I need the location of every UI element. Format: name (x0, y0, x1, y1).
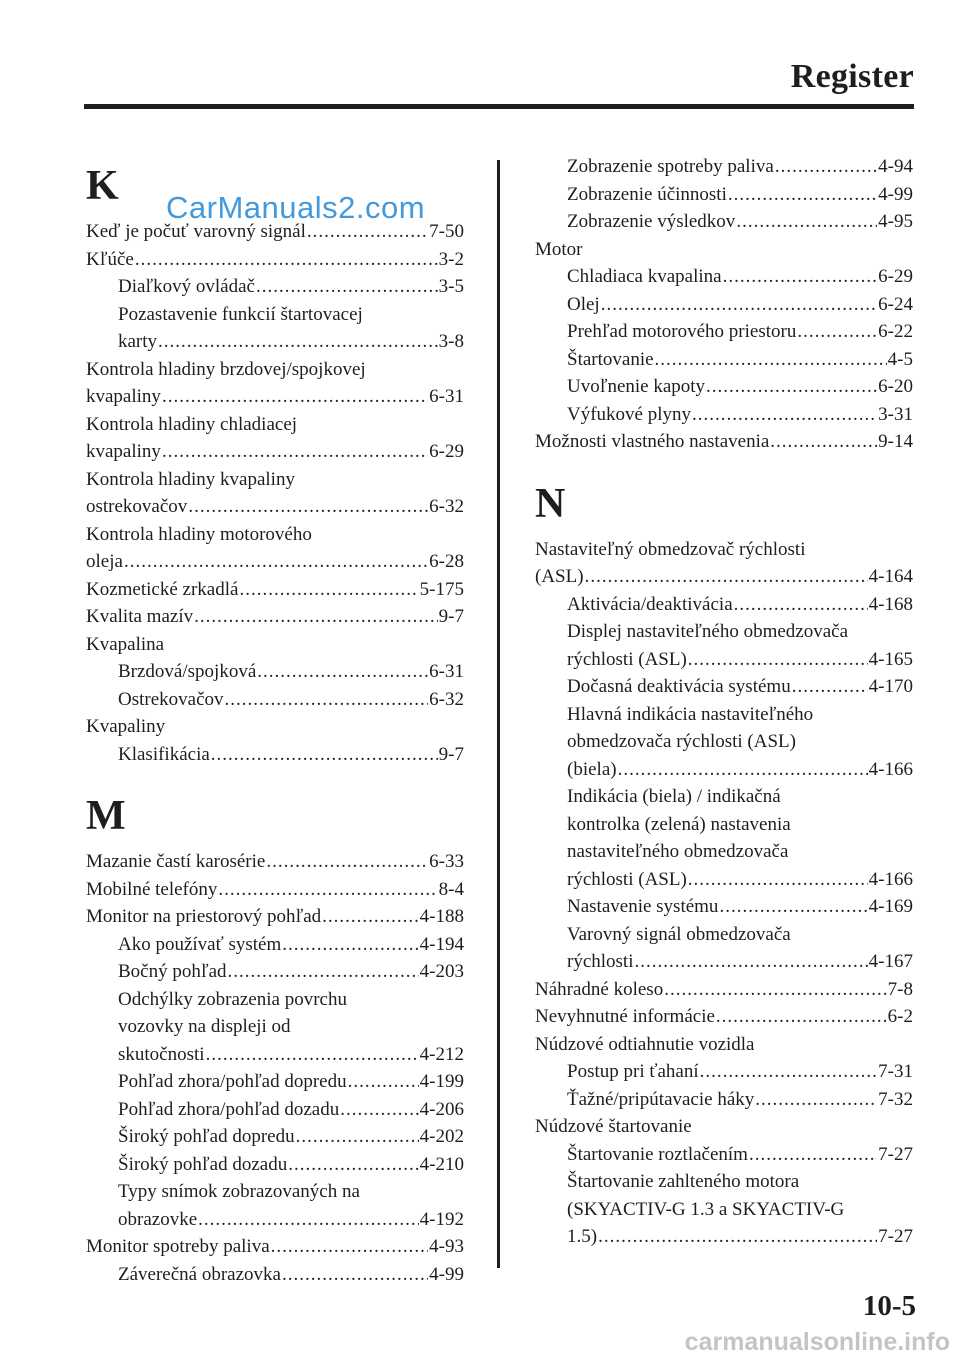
index-subentry (535, 401, 913, 429)
entry-term: Nevyhnutné informácie (535, 1006, 715, 1027)
entry-term: Výfukové plyny (567, 403, 692, 425)
entry-term: Kontrola hladiny chladiacej (86, 413, 298, 435)
index-subentry (535, 646, 913, 674)
entry-term: Kľúče (86, 248, 134, 270)
entry-term: Hlavná indikácia nastaviteľného (567, 703, 814, 725)
page-reference: 3-31 (878, 403, 913, 425)
index-subentry (86, 1178, 464, 1206)
page-reference: 6-31 (429, 386, 464, 407)
index-entry (86, 713, 464, 741)
page-reference: 4-169 (868, 896, 913, 917)
dot-leader (797, 318, 877, 346)
index-entry (86, 383, 464, 411)
index-entry (86, 218, 464, 246)
entry-term: Monitor spotreby paliva (86, 1236, 270, 1257)
index-subentry (535, 153, 913, 181)
index-subentry (535, 728, 913, 756)
page-reference: 7-27 (878, 1226, 913, 1247)
entry-term: Široký pohľad dozadu (118, 1153, 288, 1175)
page-reference: 6-33 (429, 851, 464, 872)
index-subentry (86, 986, 464, 1014)
index-subentry (535, 838, 913, 866)
entry-term: oleja (86, 551, 123, 572)
dot-leader (194, 603, 438, 631)
entry-term: (biela) (567, 758, 617, 780)
dot-leader (296, 1123, 419, 1151)
page-reference: 6-20 (878, 376, 913, 397)
index-subentry (535, 181, 913, 209)
page-reference: 9-7 (438, 743, 464, 765)
index-subentry (535, 701, 913, 729)
index-subentry (86, 658, 464, 686)
index-subentry (535, 866, 913, 894)
index-subentry (86, 958, 464, 986)
dot-leader (282, 1261, 428, 1289)
index-entry (86, 876, 464, 904)
index-subentry (86, 686, 464, 714)
page-reference: 4-170 (868, 676, 913, 697)
index-entry (86, 603, 464, 631)
dot-leader (322, 903, 419, 931)
dot-leader (162, 438, 428, 466)
index-entry (535, 976, 913, 1004)
entry-term: Pohľad zhora/pohľad dopredu (118, 1071, 347, 1092)
index-subentry (86, 1096, 464, 1124)
index-subentry (86, 328, 464, 356)
dot-leader (257, 658, 428, 686)
index-entry (86, 356, 464, 384)
page-reference: 3-2 (438, 248, 464, 270)
entry-term: Typy snímok zobrazovaných na (118, 1181, 360, 1202)
page-reference: 6-24 (878, 293, 913, 315)
index-subentry (86, 1151, 464, 1179)
entry-term: Štartovanie (567, 348, 654, 370)
index-subentry (86, 1068, 464, 1096)
page-number: 10-5 (862, 1290, 916, 1322)
entry-term: (ASL) (535, 566, 584, 587)
page-reference: 4-212 (419, 1043, 464, 1065)
entry-term: Široký pohľad dopredu (118, 1126, 295, 1147)
index-subentry (86, 1206, 464, 1234)
entry-term: Zobrazenie spotreby paliva (567, 156, 774, 177)
page-reference: 6-2 (887, 1006, 913, 1027)
index-subentry (535, 1196, 913, 1224)
dot-leader (271, 1233, 429, 1261)
dot-leader (228, 958, 419, 986)
entry-term: Ťažné/pripútavacie háky (567, 1088, 755, 1110)
index-entry (535, 1031, 913, 1059)
entry-term: Varovný signál obmedzovača (567, 923, 791, 945)
index-subentry (535, 263, 913, 291)
dot-leader (723, 263, 878, 291)
dot-leader (124, 548, 428, 576)
page-reference: 4-99 (878, 183, 913, 205)
index-entry (86, 466, 464, 494)
entry-term: Displej nastaviteľného obmedzovača (567, 621, 849, 642)
dot-leader (728, 181, 877, 209)
dot-leader (206, 1041, 419, 1069)
entry-term: ostrekovačov (86, 496, 188, 517)
page-reference: 5-175 (419, 578, 464, 600)
page-reference: 6-31 (429, 661, 464, 682)
dot-leader (664, 976, 886, 1004)
page-reference: 4-164 (868, 566, 913, 587)
page-reference: 4-202 (419, 1126, 464, 1147)
page-reference: 4-165 (868, 648, 913, 670)
entry-term: skutočnosti (118, 1043, 205, 1065)
dot-leader (618, 756, 868, 784)
index-entry (86, 576, 464, 604)
index-column-right (535, 153, 913, 1251)
index-entry (86, 548, 464, 576)
index-entry (535, 1003, 913, 1031)
dot-leader (688, 866, 868, 894)
entry-term: Kontrola hladiny motorového (86, 523, 312, 545)
section-spacer (535, 456, 913, 478)
page-reference: 3-8 (438, 331, 464, 352)
entry-term: Uvoľnenie kapoty (567, 376, 706, 397)
watermark: CarManuals2.com (166, 190, 426, 225)
entry-term: Kvalita mazív (86, 606, 194, 627)
index-subentry (535, 921, 913, 949)
page-reference: 4-166 (868, 868, 913, 890)
page-reference: 6-28 (429, 551, 464, 572)
index-subentry (86, 931, 464, 959)
index-entry (86, 631, 464, 659)
index-entry (86, 903, 464, 931)
dot-leader (635, 948, 868, 976)
page-reference: 7-32 (878, 1088, 913, 1110)
index-entry (535, 236, 913, 264)
index-subentry (535, 673, 913, 701)
page-reference: 4-199 (419, 1071, 464, 1092)
page-reference: 4-188 (419, 906, 464, 927)
page-reference: 6-32 (429, 496, 464, 517)
entry-term: Keď je počuť varovný signál (86, 221, 306, 242)
index-entry (535, 428, 913, 456)
entry-term: nastaviteľného obmedzovača (567, 841, 789, 862)
dot-leader (775, 153, 877, 181)
dot-leader (256, 273, 438, 301)
entry-term: Kvapalina (86, 633, 165, 655)
dot-leader (239, 576, 418, 604)
dot-leader (734, 591, 868, 619)
section-spacer (86, 768, 464, 790)
index-subentry (86, 1041, 464, 1069)
dot-leader (307, 218, 428, 246)
section-letter: M (86, 793, 126, 839)
dot-leader (770, 428, 877, 456)
entry-term: Odchýlky zobrazenia povrchu (118, 988, 347, 1010)
entry-term: Dočasná deaktivácia systému (567, 676, 791, 697)
dot-leader (655, 346, 887, 374)
index-subentry (535, 318, 913, 346)
dot-leader (135, 246, 438, 274)
dot-leader (211, 741, 438, 769)
entry-term: Aktivácia/deaktivácia (567, 593, 733, 615)
entry-term: Prehľad motorového priestoru (567, 321, 797, 342)
entry-term: Kvapaliny (86, 716, 166, 737)
page-reference: 6-32 (429, 688, 464, 710)
index-entry (535, 536, 913, 564)
entry-term: Chladiaca kvapalina (567, 266, 722, 287)
entry-term: 1.5) (567, 1226, 598, 1247)
index-subentry (535, 208, 913, 236)
entry-term: Štartovanie roztlačením (567, 1143, 748, 1165)
entry-term: Indikácia (biela) / indikačná (567, 786, 781, 807)
index-entry (86, 246, 464, 274)
entry-term: Postup pri ťahaní (567, 1061, 699, 1082)
index-entry (535, 1113, 913, 1141)
page-reference: 4-192 (419, 1208, 464, 1230)
index-subentry (535, 948, 913, 976)
entry-term: rýchlosti (567, 951, 634, 972)
page-reference: 9-7 (438, 606, 464, 627)
page-reference: 3-5 (438, 276, 464, 297)
index-subentry (535, 1223, 913, 1251)
entry-term: Núdzové odtiahnutie vozidla (535, 1033, 755, 1055)
page-reference: 7-31 (878, 1061, 913, 1082)
dot-leader (719, 893, 867, 921)
index-subentry (86, 301, 464, 329)
dot-leader (158, 328, 438, 356)
entry-term: Kozmetické zrkadlá (86, 578, 239, 600)
page-reference: 4-210 (419, 1153, 464, 1175)
entry-term: obmedzovača rýchlosti (ASL) (567, 731, 796, 752)
dot-leader (598, 1223, 877, 1251)
page-reference: 4-166 (868, 758, 913, 780)
entry-term: Brzdová/spojková (118, 661, 257, 682)
page-reference: 4-168 (868, 593, 913, 615)
column-divider (497, 160, 500, 1268)
index-subentry (535, 1058, 913, 1086)
index-entry (86, 521, 464, 549)
index-subentry (86, 273, 464, 301)
page-reference: 4-167 (868, 951, 913, 972)
site-watermark: carmanualsonline.info (684, 1328, 950, 1356)
index-subentry (535, 346, 913, 374)
dot-leader (585, 563, 868, 591)
entry-term: (SKYACTIV-G 1.3 a SKYACTIV-G (567, 1198, 845, 1220)
index-subentry (86, 1013, 464, 1041)
index-subentry (535, 1168, 913, 1196)
entry-term: Zobrazenie výsledkov (567, 211, 736, 232)
entry-term: Ako používať systém (118, 933, 282, 955)
entry-term: Pozastavenie funkcií štartovacej (118, 303, 363, 325)
entry-term: Klasifikácia (118, 743, 210, 765)
index-subentry (535, 291, 913, 319)
index-entry (86, 438, 464, 466)
dot-leader (749, 1141, 877, 1169)
dot-leader (198, 1206, 419, 1234)
dot-leader (706, 373, 877, 401)
entry-term: Bočný pohľad (118, 961, 227, 982)
dot-leader (282, 931, 418, 959)
page-reference: 4-94 (878, 156, 913, 177)
entry-term: kontrolka (zelená) nastavenia (567, 813, 791, 835)
index-entry (86, 848, 464, 876)
dot-leader (288, 1151, 418, 1179)
page-reference: 6-22 (878, 321, 913, 342)
page-reference: 7-50 (429, 221, 464, 242)
dot-leader (188, 493, 428, 521)
index-subentry (535, 618, 913, 646)
entry-term: karty (118, 331, 158, 352)
index-subentry (86, 1261, 464, 1289)
index-entry (86, 493, 464, 521)
entry-term: Olej (567, 293, 600, 315)
entry-term: Nastaviteľný obmedzovač rýchlosti (535, 538, 806, 560)
index-subentry (86, 741, 464, 769)
entry-term: Monitor na priestorový pohľad (86, 906, 322, 927)
entry-term: Kontrola hladiny brzdovej/spojkovej (86, 358, 366, 380)
index-subentry (535, 1141, 913, 1169)
page-reference: 4-203 (419, 961, 464, 982)
page-reference: 8-4 (438, 878, 464, 900)
dot-leader (692, 401, 877, 429)
index-subentry (535, 811, 913, 839)
entry-term: Záverečná obrazovka (118, 1263, 281, 1285)
dot-leader (162, 383, 428, 411)
index-subentry (535, 591, 913, 619)
dot-leader (601, 291, 877, 319)
entry-term: Diaľkový ovládač (118, 276, 255, 297)
dot-leader (225, 686, 429, 714)
index-subentry (535, 756, 913, 784)
dot-leader (792, 673, 868, 701)
entry-term: rýchlosti (ASL) (567, 868, 687, 890)
entry-term: Zobrazenie účinnosti (567, 183, 727, 205)
entry-term: Náhradné koleso (535, 978, 664, 1000)
entry-term: rýchlosti (ASL) (567, 648, 687, 670)
header-rule (84, 104, 914, 109)
entry-term: Možnosti vlastného nastavenia (535, 431, 770, 452)
index-subentry (535, 893, 913, 921)
entry-term: Núdzové štartovanie (535, 1116, 692, 1137)
entry-term: Mazanie častí karosérie (86, 851, 266, 872)
page-reference: 4-93 (429, 1236, 464, 1257)
entry-term: kvapaliny (86, 386, 161, 407)
page-reference: 4-206 (419, 1098, 464, 1120)
page-reference: 6-29 (429, 441, 464, 462)
index-column-left (86, 160, 464, 1288)
dot-leader (688, 646, 868, 674)
section-letter: N (535, 480, 566, 527)
entry-term: Mobilné telefóny (86, 878, 218, 900)
page-reference: 4-95 (878, 211, 913, 232)
page-reference: 6-29 (878, 266, 913, 287)
page-title: Register (790, 58, 914, 95)
entry-term: Ostrekovačov (118, 688, 224, 710)
page-reference: 4-5 (887, 348, 913, 370)
dot-leader (218, 876, 437, 904)
page-reference: 4-99 (429, 1263, 464, 1285)
entry-term: vozovky na displeji od (118, 1016, 291, 1037)
index-entry (86, 1233, 464, 1261)
page-reference: 4-194 (419, 933, 464, 955)
entry-term: Kontrola hladiny kvapaliny (86, 468, 295, 490)
page-reference: 7-8 (887, 978, 913, 1000)
page-reference: 9-14 (878, 431, 913, 452)
section-letter: K (86, 163, 119, 209)
entry-term: Motor (535, 238, 583, 260)
index-entry (86, 411, 464, 439)
index-subentry (535, 373, 913, 401)
entry-term: Pohľad zhora/pohľad dozadu (118, 1098, 340, 1120)
entry-term: Štartovanie zahlteného motora (567, 1171, 800, 1192)
dot-leader (755, 1086, 877, 1114)
dot-leader (340, 1096, 418, 1124)
entry-term: Nastavenie systému (567, 896, 719, 917)
dot-leader (266, 848, 428, 876)
dot-leader (716, 1003, 887, 1031)
index-subentry (86, 1123, 464, 1151)
dot-leader (736, 208, 877, 236)
dot-leader (348, 1068, 419, 1096)
index-subentry (535, 783, 913, 811)
index-entry (535, 563, 913, 591)
entry-term: kvapaliny (86, 441, 161, 462)
dot-leader (700, 1058, 878, 1086)
page-reference: 7-27 (878, 1143, 913, 1165)
index-subentry (535, 1086, 913, 1114)
entry-term: obrazovke (118, 1208, 198, 1230)
